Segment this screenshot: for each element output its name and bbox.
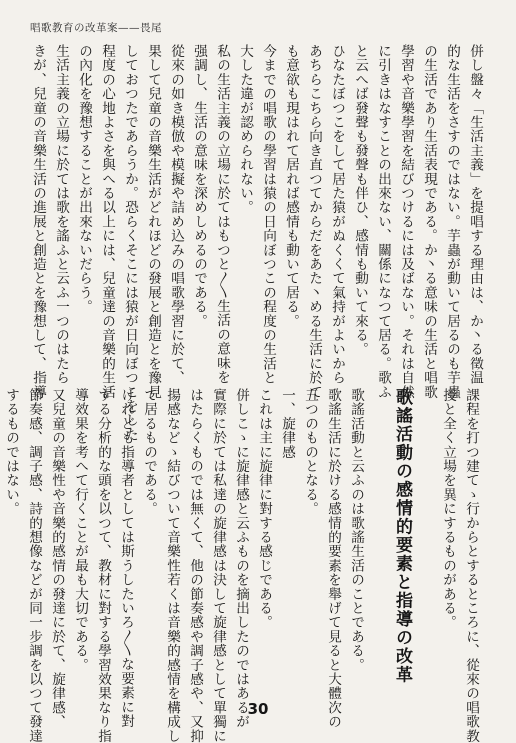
- text-line: 課程を打つ建てゝ行からとするところに、從來の唱歌教: [463, 388, 479, 743]
- text-line: 又兒童の音樂性や音樂的感情の發達に於て、旋律感、: [49, 388, 65, 729]
- text-line: 一、旋律感: [279, 388, 295, 459]
- text-line: に引きはなすことの出來ない、關係になつて居る。歌ふ: [375, 44, 391, 399]
- text-line: 歌謠活動と云ふのは歌謠生活のことである。: [348, 388, 364, 672]
- text-line: 學習や音樂學習を結びつけるには及ばない。それは自然: [398, 44, 414, 399]
- text-line: 從來の如き模倣や模擬や詰め込みの唱歌學習に於て、: [168, 44, 184, 385]
- text-line: きが、兒童の音樂生活の進展と創造とを豫想して、指導: [30, 44, 46, 399]
- text-line: も意欲も現はれて居れば感情も動いて居る。: [283, 44, 299, 328]
- text-line: の生活であり生活表現である。か丶る意味の生活と唱歌: [421, 44, 437, 399]
- text-line: [413, 388, 436, 700]
- text-line: これは主に旋律に對する感じである。: [256, 388, 272, 630]
- page-number: 30: [247, 700, 269, 718]
- section-heading: 歌謠活動の感情的要素と指導の改革: [392, 388, 412, 684]
- text-line: 果して兒童の音樂生活がどれほどの發展と創造とを豫見: [145, 44, 161, 399]
- text-line: と云へば發聲も發聲も伴ひ、感情も動いて來る。: [352, 44, 368, 357]
- running-header: 唱歌教育の改革案——畏尾: [30, 22, 162, 34]
- text-line: ひなたぼつこをして居た猿がぬくくて氣持がよいから: [329, 44, 345, 385]
- text-line: 的な生活をさすのではない。芋蟲が動いて居るのも芋蟲: [444, 44, 460, 399]
- text-line: 節奏感、調子感、詩的想像などが同一步調を以つて發達: [26, 388, 42, 743]
- text-line: 併しこゝに旋律感と云ふものを摘出したのではあるが: [233, 388, 249, 729]
- text-line: 揚感などゝ結びついて音樂性若くは音樂的感情を構成し: [164, 388, 180, 743]
- text-line: 私の生活主義の立場に於てはもつと〳〵生活の意味を: [214, 44, 230, 385]
- text-line: 五つのものとなる。: [302, 388, 318, 516]
- text-line: しておつたであらうか。恐らくそこには猿が日向ぼつこをした: [122, 44, 138, 442]
- text-line: の內化を豫想することが出來ないだらう。: [76, 44, 92, 314]
- text-line: あちらこちら向き直つてからだをあた丶める生活に於て: [306, 44, 322, 399]
- text-line: て居るものである。: [141, 388, 157, 516]
- text-line: 歌謠生活に於ける感情的要素を舉げて見ると大體次の: [325, 388, 341, 729]
- text-line: けれども指導者としては斯うしたいろ〳〵な要素に對: [118, 388, 134, 729]
- text-line: するものではない。: [3, 388, 19, 516]
- text-line: 大した違が認められない。: [237, 44, 253, 215]
- text-line: 强調し、生活の意味を深めしめるのである。: [191, 44, 207, 328]
- text-line: 生活主義の立場に於ては歌を謠ふと云ふ一つのはたら: [53, 44, 69, 385]
- text-line: する分析的な頭を以つて、教材に對する學習效果なり指: [95, 388, 111, 743]
- text-line: 今までの唱歌の學習は猿の日向ぼつこの程度の生活と: [260, 44, 276, 385]
- text-line: 程度の心地よさを與へる以上には、兒童達の音樂的生活: [99, 44, 115, 399]
- text-line: 實際に於ては私達の旋律感は決して旋律感として單獨に: [210, 388, 226, 743]
- text-line: はたらくものでは無くて、他の節奏感や調子感や、又抑: [187, 388, 203, 743]
- text-line: [367, 388, 390, 700]
- text-line: 導效果を考へて行くことが最も大切である。: [72, 388, 88, 672]
- text-line: 授と全く立場を異にするものがある。: [440, 388, 456, 630]
- text-line: 併し盤々「生活主義」を提唱する理由は、か丶る徵温: [467, 44, 483, 385]
